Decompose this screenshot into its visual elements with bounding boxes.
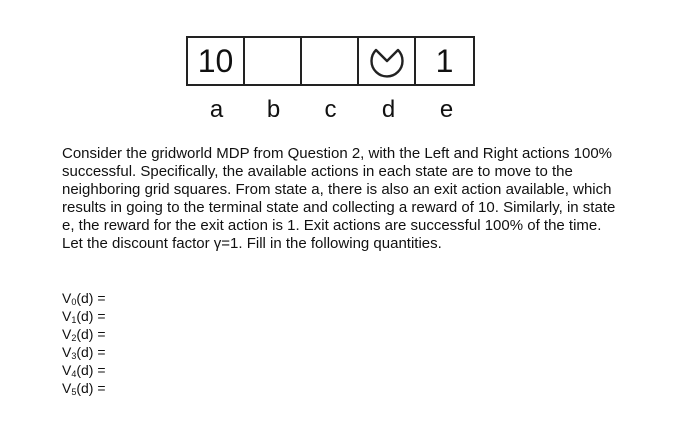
problem-statement xyxy=(62,145,622,253)
v0-prefix: V xyxy=(62,290,72,306)
grid-cell-a xyxy=(188,38,245,84)
state-label-a: a xyxy=(209,96,224,123)
state-label-d: d xyxy=(381,96,396,123)
cell-e-value: 1 xyxy=(435,42,454,79)
v2-suffix: (d) = xyxy=(76,326,106,342)
v2-subscript: 2 xyxy=(71,333,77,343)
v4-subscript: 4 xyxy=(71,369,77,379)
grid-cell-b xyxy=(245,38,302,84)
v5-suffix: (d) = xyxy=(76,380,106,396)
problem-instruction: Let the discount factor γ=1. Fill in the following quantities. xyxy=(62,235,442,252)
value-item-v4 xyxy=(62,361,106,379)
gridworld xyxy=(186,36,475,86)
problem-paragraph: Consider the gridworld MDP from Question 2, with the Left and Right actions 100% successful. Specifically, the available actions in each state are to move to the neighboring grid squares. From state a, there is also an exit action available, which results in going to the terminal state and collecting a reward of 10. Similarly, in state e, the reward for the exit action is 1. Exit actions are successful 100% of the time. xyxy=(62,145,616,234)
grid-cell-d xyxy=(359,38,416,84)
v4-suffix: (d) = xyxy=(76,362,106,378)
v1-subscript: 1 xyxy=(71,315,77,325)
v4-prefix: V xyxy=(62,362,72,378)
grid-cell-c xyxy=(302,38,359,84)
value-item-v3 xyxy=(62,343,106,361)
grid-cell-e xyxy=(416,38,473,84)
v5-prefix: V xyxy=(62,380,72,396)
state-label-c: c xyxy=(324,96,337,123)
v2-prefix: V xyxy=(62,326,72,342)
v5-subscript: 5 xyxy=(71,387,77,397)
cell-a-value: 10 xyxy=(197,42,234,79)
value-item-v5 xyxy=(62,379,106,397)
v3-subscript: 3 xyxy=(71,351,77,361)
state-labels xyxy=(0,96,700,126)
value-item-v1 xyxy=(62,307,106,325)
value-list xyxy=(62,289,106,397)
state-label-b: b xyxy=(266,96,281,123)
v0-subscript: 0 xyxy=(71,297,77,307)
v0-suffix: (d) = xyxy=(76,290,106,306)
v3-prefix: V xyxy=(62,344,72,360)
v3-suffix: (d) = xyxy=(76,344,106,360)
state-label-e: e xyxy=(439,96,454,123)
value-item-v2 xyxy=(62,325,106,343)
value-item-v0 xyxy=(62,289,106,307)
v1-prefix: V xyxy=(62,308,72,324)
pacman-icon xyxy=(368,44,406,78)
v1-suffix: (d) = xyxy=(76,308,106,324)
